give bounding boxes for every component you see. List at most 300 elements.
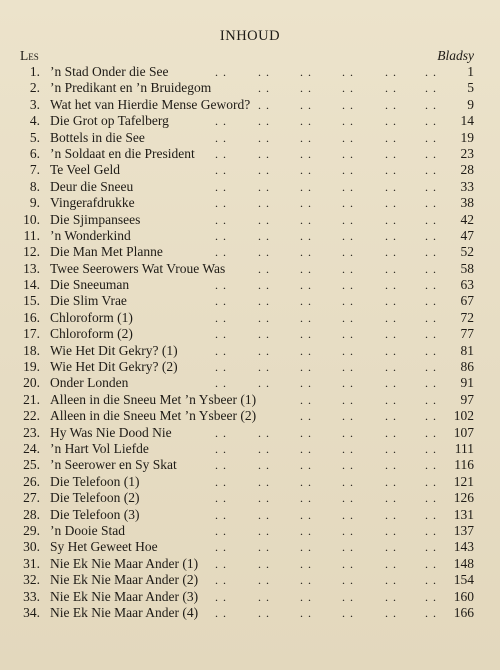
leader-dots: . .	[215, 65, 227, 79]
leader-dots: . .	[215, 196, 227, 211]
entry-number: 24.	[23, 440, 40, 456]
leader-dots: . .	[385, 343, 397, 358]
toc-entry	[0, 310, 500, 326]
leader-dots: . .	[385, 130, 397, 145]
leader-dots: . .	[425, 540, 437, 555]
leader-dots: . .	[385, 196, 397, 211]
entry-title: Deur die Sneeu	[50, 178, 134, 194]
leader-dots: . .	[385, 523, 397, 538]
leader-dots: . .	[385, 212, 397, 227]
leader-dots: . .	[300, 228, 312, 243]
leader-dots: . .	[300, 163, 312, 178]
leader-dots: . .	[258, 360, 270, 375]
leader-dots: . .	[385, 507, 397, 522]
entry-page-number: 58	[460, 260, 474, 276]
leader-dots: . .	[300, 245, 312, 260]
leader-dots: . .	[425, 392, 437, 407]
toc-entry	[0, 179, 500, 195]
leader-dots: . .	[300, 81, 312, 96]
leader-dots: . .	[425, 573, 437, 588]
entry-number: 22.	[23, 408, 40, 424]
entry-title: Nie Ek Nie Maar Ander (4)	[50, 604, 199, 620]
leader-dots: . .	[342, 245, 354, 260]
leader-dots: . .	[215, 179, 227, 194]
toc-entry	[0, 195, 500, 211]
leader-dots: . .	[215, 556, 227, 571]
leader-dots: . .	[385, 65, 397, 79]
leader-dots: . .	[342, 376, 354, 391]
leader-dots: . .	[258, 540, 270, 555]
entry-page-number: 107	[453, 424, 474, 440]
table-of-contents	[0, 64, 500, 621]
entry-page-number: 72	[460, 309, 474, 325]
leader-dots: . .	[215, 212, 227, 227]
leader-dots: . .	[258, 474, 270, 489]
toc-entry	[0, 64, 500, 80]
entry-page-number: 38	[460, 195, 474, 211]
leader-dots: . .	[215, 327, 227, 342]
leader-dots: . .	[342, 523, 354, 538]
page-column-header: Bladsy	[437, 48, 474, 63]
leader-dots: . .	[300, 343, 312, 358]
leader-dots: . .	[425, 212, 437, 227]
entry-page-number: 42	[460, 211, 474, 227]
leader-dots: . .	[425, 163, 437, 178]
entry-title: ’n Stad Onder die See	[50, 64, 169, 79]
entry-title: Nie Ek Nie Maar Ander (2)	[50, 572, 199, 588]
leader-dots: . .	[342, 474, 354, 489]
entry-page-number: 52	[460, 244, 474, 260]
leader-dots: . .	[342, 278, 354, 293]
leader-dots: . .	[300, 507, 312, 522]
leader-dots: . .	[342, 179, 354, 194]
leader-dots: . .	[425, 261, 437, 276]
leader-dots: . .	[385, 146, 397, 161]
entry-page-number: 63	[460, 277, 474, 293]
leader-dots: . .	[385, 409, 397, 424]
toc-entry	[0, 113, 500, 129]
leader-dots: . .	[258, 589, 270, 604]
leader-dots: . .	[215, 278, 227, 293]
toc-entry	[0, 605, 500, 621]
entry-page-number: 33	[460, 178, 474, 194]
leader-dots: . .	[258, 81, 270, 96]
entry-title: Die Man Met Planne	[50, 244, 163, 260]
leader-dots: . .	[300, 97, 312, 112]
toc-entry	[0, 343, 500, 359]
leader-dots: . .	[300, 360, 312, 375]
leader-dots: . .	[425, 409, 437, 424]
toc-entry	[0, 261, 500, 277]
toc-entry	[0, 244, 500, 260]
page-title: INHOUD	[219, 28, 281, 44]
entry-page-number: 121	[453, 473, 474, 489]
leader-dots: . .	[342, 294, 354, 309]
leader-dots: . .	[258, 327, 270, 342]
entry-number: 23.	[23, 424, 40, 440]
leader-dots: . .	[342, 392, 354, 407]
leader-dots: . .	[385, 605, 397, 620]
leader-dots: . .	[215, 589, 227, 604]
entry-page-number: 5	[467, 80, 474, 96]
leader-dots: . .	[215, 343, 227, 358]
leader-dots: . .	[300, 392, 312, 407]
leader-dots: . .	[342, 146, 354, 161]
leader-dots: . .	[342, 212, 354, 227]
leader-dots: . .	[258, 114, 270, 129]
leader-dots: . .	[425, 114, 437, 129]
leader-dots: . .	[258, 130, 270, 145]
toc-entry	[0, 457, 500, 473]
leader-dots: . .	[385, 228, 397, 243]
leader-dots: . .	[300, 130, 312, 145]
leader-dots: . .	[215, 491, 227, 506]
leader-dots: . .	[342, 441, 354, 456]
leader-dots: . .	[342, 310, 354, 325]
leader-dots: . .	[215, 228, 227, 243]
leader-dots: . .	[385, 114, 397, 129]
entry-number: 5.	[29, 129, 40, 145]
leader-dots: . .	[425, 81, 437, 96]
leader-dots: . .	[425, 589, 437, 604]
leader-dots: . .	[215, 540, 227, 555]
toc-entry	[0, 392, 500, 408]
leader-dots: . .	[385, 376, 397, 391]
leader-dots: . .	[342, 343, 354, 358]
entry-title: Bottels in die See	[50, 129, 145, 145]
leader-dots: . .	[425, 458, 437, 473]
toc-entry	[0, 539, 500, 555]
entry-number: 33.	[23, 588, 40, 604]
toc-entry	[0, 556, 500, 572]
leader-dots: . .	[258, 376, 270, 391]
leader-dots: . .	[258, 228, 270, 243]
toc-entry	[0, 474, 500, 490]
leader-dots: . .	[300, 474, 312, 489]
leader-dots: . .	[425, 474, 437, 489]
leader-dots: . .	[385, 97, 397, 112]
entry-number: 20.	[23, 375, 40, 391]
leader-dots: . .	[215, 163, 227, 178]
leader-dots: . .	[425, 491, 437, 506]
leader-dots: . .	[258, 441, 270, 456]
leader-dots: . .	[300, 491, 312, 506]
leader-dots: . .	[385, 392, 397, 407]
entry-title: Die Sjimpansees	[50, 211, 141, 227]
entry-page-number: 166	[453, 604, 474, 620]
entry-number: 9.	[29, 195, 40, 211]
leader-dots: . .	[258, 97, 270, 112]
entry-page-number: 91	[460, 375, 474, 391]
leader-dots: . .	[385, 294, 397, 309]
leader-dots: . .	[215, 376, 227, 391]
toc-entry	[0, 507, 500, 523]
toc-entry	[0, 97, 500, 113]
leader-dots: . .	[425, 556, 437, 571]
leader-dots: . .	[342, 97, 354, 112]
entry-title: Chloroform (1)	[50, 309, 133, 325]
entry-title: Te Veel Geld	[50, 162, 121, 178]
leader-dots: . .	[385, 310, 397, 325]
leader-dots: . .	[215, 523, 227, 538]
entry-number: 8.	[29, 178, 40, 194]
leader-dots: . .	[342, 327, 354, 342]
leader-dots: . .	[300, 327, 312, 342]
leader-dots: . .	[300, 589, 312, 604]
leader-dots: . .	[425, 523, 437, 538]
leader-dots: . .	[342, 425, 354, 440]
toc-entry	[0, 572, 500, 588]
leader-dots: . .	[385, 474, 397, 489]
entry-number: 16.	[23, 309, 40, 325]
leader-dots: . .	[342, 163, 354, 178]
toc-entry	[0, 212, 500, 228]
leader-dots: . .	[385, 425, 397, 440]
toc-entry	[0, 326, 500, 342]
entry-title: ’n Seerower en Sy Skat	[50, 457, 177, 473]
entry-title: Wie Het Dit Gekry? (2)	[50, 359, 178, 375]
entry-title: Wat het van Hierdie Mense Geword?	[50, 96, 251, 112]
leader-dots: . .	[385, 81, 397, 96]
leader-dots: . .	[385, 245, 397, 260]
leader-dots: . .	[425, 343, 437, 358]
leader-dots: . .	[215, 573, 227, 588]
toc-entry	[0, 425, 500, 441]
entry-page-number: 160	[453, 588, 474, 604]
leader-dots: . .	[300, 425, 312, 440]
entry-number: 13.	[23, 260, 40, 276]
entry-title: Wie Het Dit Gekry? (1)	[50, 342, 178, 358]
leader-dots: . .	[300, 65, 312, 79]
entry-number: 25.	[23, 457, 40, 473]
leader-dots: . .	[258, 573, 270, 588]
entry-page-number: 116	[454, 457, 474, 473]
entry-number: 6.	[29, 145, 40, 161]
leader-dots: . .	[425, 605, 437, 620]
entry-page-number: 23	[460, 145, 474, 161]
leader-dots: . .	[385, 540, 397, 555]
entry-page-number: 77	[460, 326, 474, 342]
toc-entry	[0, 589, 500, 605]
entry-number: 34.	[23, 604, 40, 620]
leader-dots: . .	[300, 146, 312, 161]
entry-page-number: 126	[453, 490, 474, 506]
leader-dots: . .	[425, 376, 437, 391]
entry-title: Die Telefoon (3)	[50, 506, 140, 522]
leader-dots: . .	[258, 523, 270, 538]
entry-page-number: 137	[453, 522, 474, 538]
entry-title: Alleen in die Sneeu Met ’n Ysbeer (1)	[50, 391, 257, 407]
entry-number: 10.	[23, 211, 40, 227]
toc-entry	[0, 146, 500, 162]
leader-dots: . .	[215, 360, 227, 375]
entry-number: 32.	[23, 572, 40, 588]
entry-number: 30.	[23, 539, 40, 555]
toc-entry	[0, 490, 500, 506]
toc-entry	[0, 375, 500, 391]
leader-dots: . .	[215, 507, 227, 522]
entry-title: Die Slim Vrae	[50, 293, 127, 309]
entry-number: 3.	[29, 96, 40, 112]
leader-dots: . .	[385, 261, 397, 276]
entry-page-number: 143	[453, 539, 474, 555]
leader-dots: . .	[385, 573, 397, 588]
leader-dots: . .	[215, 458, 227, 473]
leader-dots: . .	[258, 196, 270, 211]
entry-number: 19.	[23, 359, 40, 375]
leader-dots: . .	[342, 114, 354, 129]
entry-page-number: 14	[460, 113, 474, 129]
leader-dots: . .	[342, 81, 354, 96]
leader-dots: . .	[342, 228, 354, 243]
entry-number: 11.	[23, 227, 40, 243]
leader-dots: . .	[385, 179, 397, 194]
entry-title: Nie Ek Nie Maar Ander (3)	[50, 588, 199, 604]
leader-dots: . .	[342, 507, 354, 522]
entry-title: Nie Ek Nie Maar Ander (1)	[50, 555, 199, 571]
entry-number: 7.	[29, 162, 40, 178]
leader-dots: . .	[425, 228, 437, 243]
leader-dots: . .	[258, 491, 270, 506]
leader-dots: . .	[215, 605, 227, 620]
leader-dots: . .	[300, 212, 312, 227]
entry-page-number: 9	[467, 96, 474, 112]
entry-number: 4.	[29, 113, 40, 129]
leader-dots: . .	[258, 556, 270, 571]
entry-title: Hy Was Nie Dood Nie	[50, 424, 172, 440]
leader-dots: . .	[300, 540, 312, 555]
toc-entry	[0, 293, 500, 309]
leader-dots: . .	[425, 425, 437, 440]
leader-dots: . .	[385, 327, 397, 342]
leader-dots: . .	[425, 196, 437, 211]
toc-entry	[0, 523, 500, 539]
entry-number: 15.	[23, 293, 40, 309]
leader-dots: . .	[342, 589, 354, 604]
leader-dots: . .	[258, 146, 270, 161]
toc-entry	[0, 359, 500, 375]
entry-title: Chloroform (2)	[50, 326, 133, 342]
leader-dots: . .	[215, 130, 227, 145]
entry-page-number: 148	[453, 555, 474, 571]
entry-title: Alleen in die Sneeu Met ’n Ysbeer (2)	[50, 408, 257, 424]
leader-dots: . .	[300, 556, 312, 571]
toc-entry	[0, 441, 500, 457]
leader-dots: . .	[425, 146, 437, 161]
entry-title: ’n Wonderkind	[50, 227, 131, 243]
leader-dots: . .	[342, 605, 354, 620]
leader-dots: . .	[215, 425, 227, 440]
leader-dots: . .	[385, 278, 397, 293]
leader-dots: . .	[425, 278, 437, 293]
leader-dots: . .	[425, 441, 437, 456]
leader-dots: . .	[300, 294, 312, 309]
leader-dots: . .	[215, 441, 227, 456]
leader-dots: . .	[385, 589, 397, 604]
entry-number: 2.	[29, 80, 40, 96]
leader-dots: . .	[258, 65, 270, 79]
entry-title: Die Telefoon (2)	[50, 490, 140, 506]
entry-title: Die Sneeuman	[50, 277, 130, 293]
leader-dots: . .	[342, 573, 354, 588]
leader-dots: . .	[258, 310, 270, 325]
entry-number: 18.	[23, 342, 40, 358]
leader-dots: . .	[425, 294, 437, 309]
toc-entry	[0, 228, 500, 244]
leader-dots: . .	[425, 507, 437, 522]
leader-dots: . .	[215, 114, 227, 129]
leader-dots: . .	[300, 605, 312, 620]
leader-dots: . .	[425, 327, 437, 342]
leader-dots: . .	[425, 360, 437, 375]
leader-dots: . .	[258, 212, 270, 227]
entry-title: Die Telefoon (1)	[50, 473, 140, 489]
leader-dots: . .	[300, 179, 312, 194]
leader-dots: . .	[342, 556, 354, 571]
entry-page-number: 1	[467, 64, 474, 79]
leader-dots: . .	[300, 458, 312, 473]
entry-number: 29.	[23, 522, 40, 538]
leader-dots: . .	[300, 409, 312, 424]
leader-dots: . .	[258, 507, 270, 522]
leader-dots: . .	[300, 261, 312, 276]
leader-dots: . .	[385, 556, 397, 571]
leader-dots: . .	[342, 196, 354, 211]
entry-title: Die Grot op Tafelberg	[50, 113, 169, 129]
entry-page-number: 19	[460, 129, 474, 145]
leader-dots: . .	[342, 458, 354, 473]
leader-dots: . .	[215, 474, 227, 489]
toc-entry	[0, 80, 500, 96]
entry-number: 26.	[23, 473, 40, 489]
entry-page-number: 97	[460, 391, 474, 407]
leader-dots: . .	[300, 310, 312, 325]
toc-entry	[0, 408, 500, 424]
entry-page-number: 47	[460, 227, 474, 243]
leader-dots: . .	[385, 458, 397, 473]
leader-dots: . .	[342, 360, 354, 375]
entry-title: Twee Seerowers Wat Vroue Was	[50, 260, 226, 276]
entry-number: 31.	[23, 555, 40, 571]
entry-title: ’n Predikant en ’n Bruidegom	[50, 80, 212, 96]
leader-dots: . .	[342, 409, 354, 424]
leader-dots: . .	[300, 441, 312, 456]
leader-dots: . .	[215, 310, 227, 325]
leader-dots: . .	[300, 523, 312, 538]
leader-dots: . .	[385, 360, 397, 375]
toc-entry	[0, 277, 500, 293]
entry-page-number: 81	[460, 342, 474, 358]
leader-dots: . .	[215, 245, 227, 260]
leader-dots: . .	[300, 278, 312, 293]
toc-entry	[0, 130, 500, 146]
leader-dots: . .	[425, 65, 437, 79]
entry-page-number: 28	[460, 162, 474, 178]
leader-dots: . .	[385, 441, 397, 456]
leader-dots: . .	[258, 458, 270, 473]
leader-dots: . .	[342, 540, 354, 555]
leader-dots: . .	[385, 163, 397, 178]
entry-page-number: 111	[454, 440, 474, 456]
entry-title: Onder Londen	[50, 375, 129, 391]
entry-number: 1.	[29, 64, 40, 79]
entry-number: 12.	[23, 244, 40, 260]
leader-dots: . .	[258, 261, 270, 276]
entry-number: 27.	[23, 490, 40, 506]
entry-number: 17.	[23, 326, 40, 342]
leader-dots: . .	[215, 294, 227, 309]
leader-dots: . .	[425, 130, 437, 145]
